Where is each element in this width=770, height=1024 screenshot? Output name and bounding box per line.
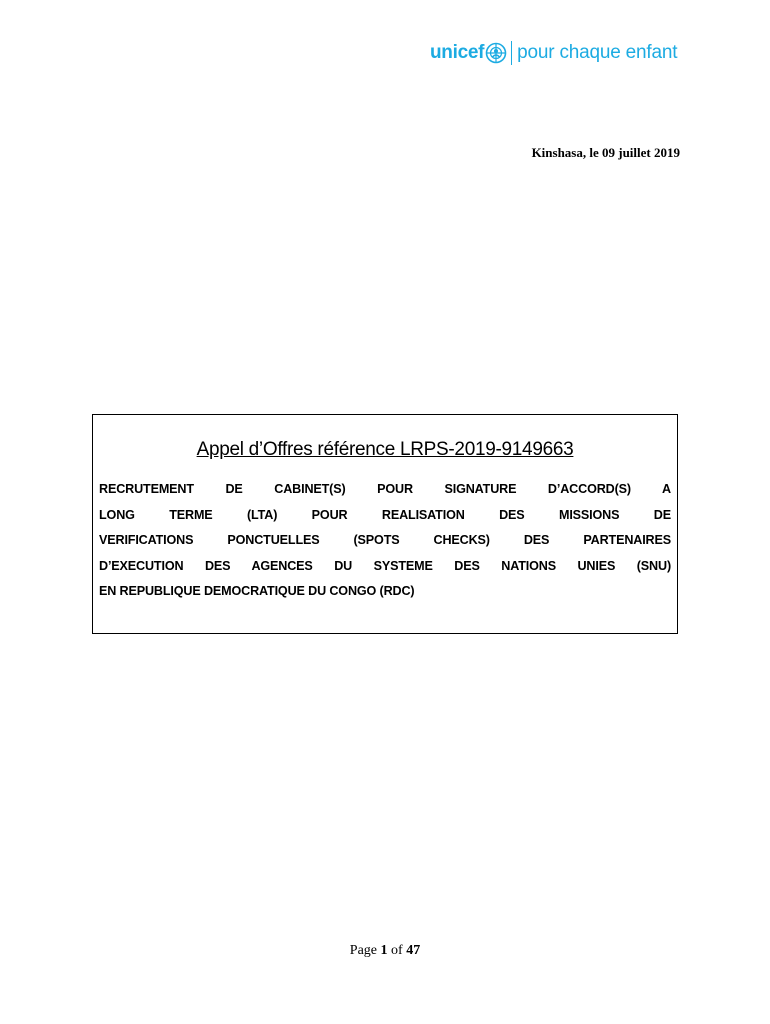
unicef-logo	[430, 38, 677, 68]
tender-body	[99, 477, 671, 605]
logo-tagline: pour chaque enfant	[517, 42, 678, 63]
page-word: Page	[349, 943, 378, 958]
tender-title: Appel d’Offres référence LRPS-2019-9149663	[196, 439, 574, 460]
tender-body-line: VERIFICATIONS PONCTUELLES (SPOTS CHECKS) DES PARTENAIRES	[99, 533, 671, 547]
tender-box	[92, 414, 678, 634]
date-line: Kinshasa, le 09 juillet 2019	[531, 145, 680, 160]
page-current: 1	[380, 943, 388, 958]
of-word: of	[391, 943, 403, 958]
logo-separator	[511, 41, 512, 65]
tender-body-line: RECRUTEMENT DE CABINET(S) POUR SIGNATURE D’ACCORD(S) A	[99, 482, 671, 496]
logo-brand: unicef	[430, 42, 485, 63]
unicef-emblem-icon	[485, 42, 507, 64]
tender-body-line: D’EXECUTION DES AGENCES DU SYSTEME DES NATIONS UNIES (SNU)	[99, 558, 671, 573]
page-total: 47	[406, 943, 421, 958]
tender-body-line: EN REPUBLIQUE DEMOCRATIQUE DU CONGO (RDC)	[99, 584, 415, 598]
tender-body-line: LONG TERME (LTA) POUR REALISATION DES MISSIONS DE	[99, 507, 671, 522]
page-footer	[0, 943, 770, 959]
